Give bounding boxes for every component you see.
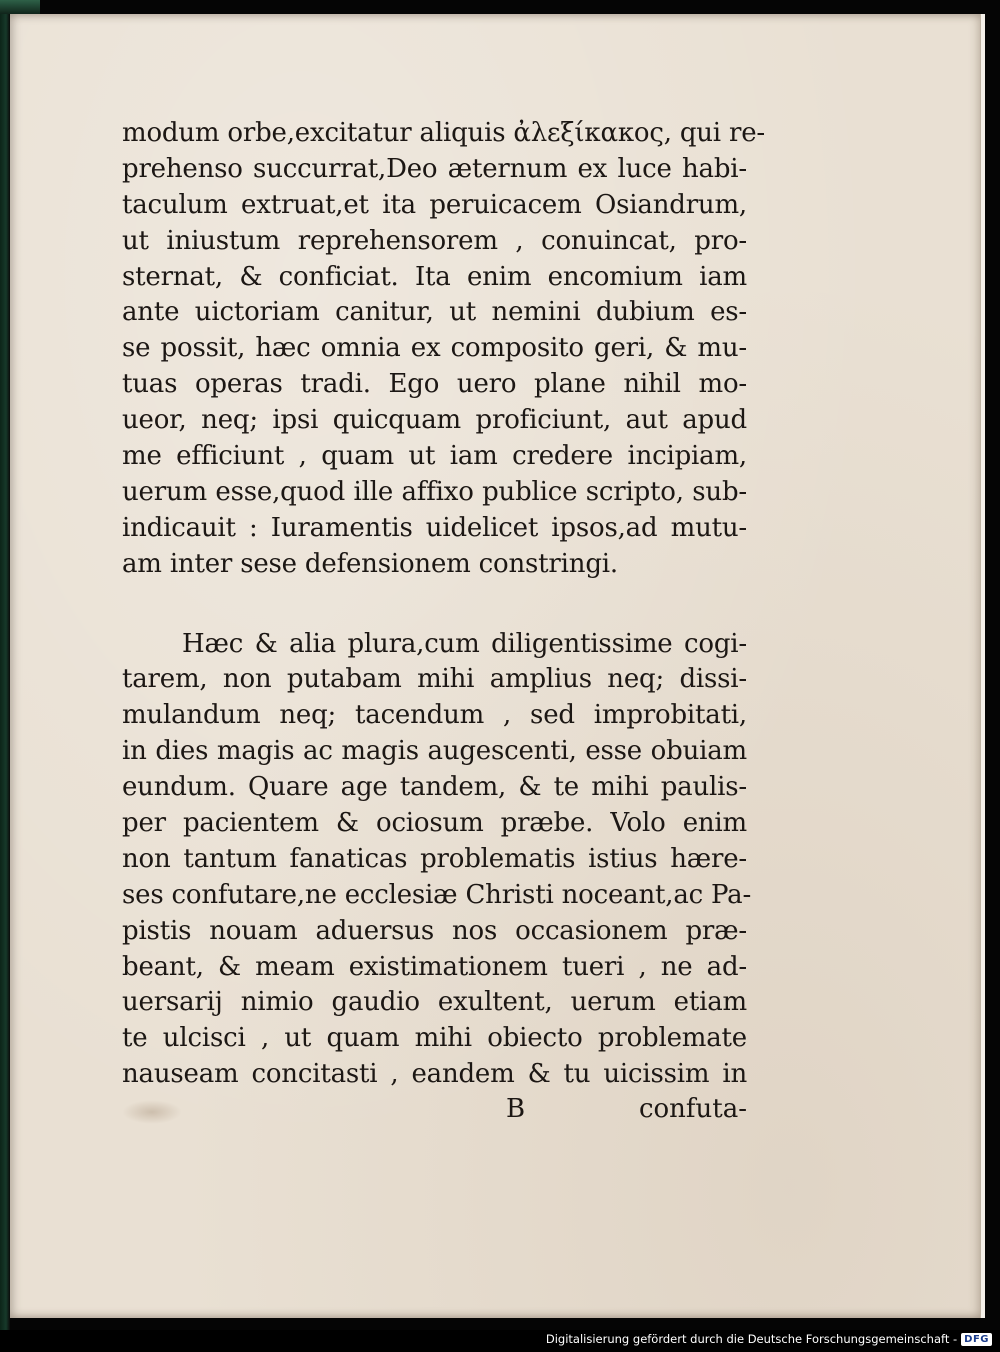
text-line: tarem, non putabam mihi amplius neq; dissi-: [122, 664, 747, 695]
page-text-block: [122, 116, 765, 1093]
text-line: tuas operas tradi. Ego uero plane nihil mo-: [122, 369, 747, 400]
book-cover-corner: [0, 0, 40, 14]
text-line: sternat, & conficiat. Ita enim encomium iam: [122, 261, 747, 292]
text-line: uerum esse,quod ille affixo publice scripto, sub-: [122, 476, 747, 507]
page-footer: [122, 1094, 747, 1134]
text-line: pistis nouam aduersus nos occasionem præ-: [122, 915, 747, 946]
text-line: taculum extruat,et ita peruicacem Osiandrum,: [122, 189, 747, 220]
paragraph-spacer: [122, 583, 747, 627]
signature-mark: B: [506, 1094, 526, 1124]
dfg-logo-icon[interactable]: DFG: [961, 1333, 992, 1346]
text-line: in dies magis ac magis augescenti, esse obuiam: [122, 736, 747, 767]
paragraph-2: [122, 627, 752, 1094]
text-line: se possit, hæc omnia ex composito geri, & mu-: [122, 333, 747, 364]
text-line: ante uictoriam canitur, ut nemini dubium es-: [122, 297, 747, 328]
paragraph-1: [122, 116, 765, 583]
book-binding-edge: [0, 0, 10, 1330]
book-page: [10, 14, 985, 1318]
text-line: prehenso succurrat,Deo æternum ex luce habi-: [122, 153, 747, 184]
text-line: modum orbe,excitatur aliquis ἀλεξίκακος, qui re-: [122, 118, 765, 148]
page-edge: [980, 14, 985, 1318]
text-line: te ulcisci , ut quam mihi obiecto problemate: [122, 1023, 747, 1054]
text-line: uersarij nimio gaudio exultent, uerum etiam: [122, 987, 747, 1018]
text-line: mulandum neq; tacendum , sed improbitati,: [122, 700, 747, 731]
text-line: indicauit : Iuramentis uidelicet ipsos,ad mutu-: [122, 512, 747, 543]
text-line: non tantum fanaticas problematis istius hære-: [122, 843, 747, 874]
text-line: beant, & meam existimationem tueri , ne ad-: [122, 951, 747, 982]
text-line: ut iniustum reprehensorem , conuincat, pro-: [122, 225, 747, 256]
text-line: Hæc & alia plura,cum diligentissime cogi-: [182, 628, 747, 659]
catchword: confuta-: [638, 1094, 747, 1124]
digitization-attribution: [546, 1328, 992, 1350]
attribution-text: Digitalisierung gefördert durch die Deutsche Forschungsgemeinschaft -: [545, 1332, 958, 1346]
text-line: ueor, neq; ipsi quicquam proficiunt, aut apud: [122, 405, 747, 436]
text-line: nauseam concitasti , eandem & tu uicissim in: [122, 1059, 747, 1090]
text-line: per pacientem & ociosum præbe. Volo enim: [122, 808, 747, 839]
text-line: me efficiunt , quam ut iam credere incipiam,: [122, 441, 747, 472]
text-line: ses confutare,ne ecclesiæ Christi noceant,ac Pa-: [122, 879, 752, 910]
ink-stain: [122, 1100, 182, 1124]
text-line: eundum. Quare age tandem, & te mihi paulis-: [122, 772, 747, 803]
text-line: am inter sese defensionem constringi.: [122, 548, 618, 579]
